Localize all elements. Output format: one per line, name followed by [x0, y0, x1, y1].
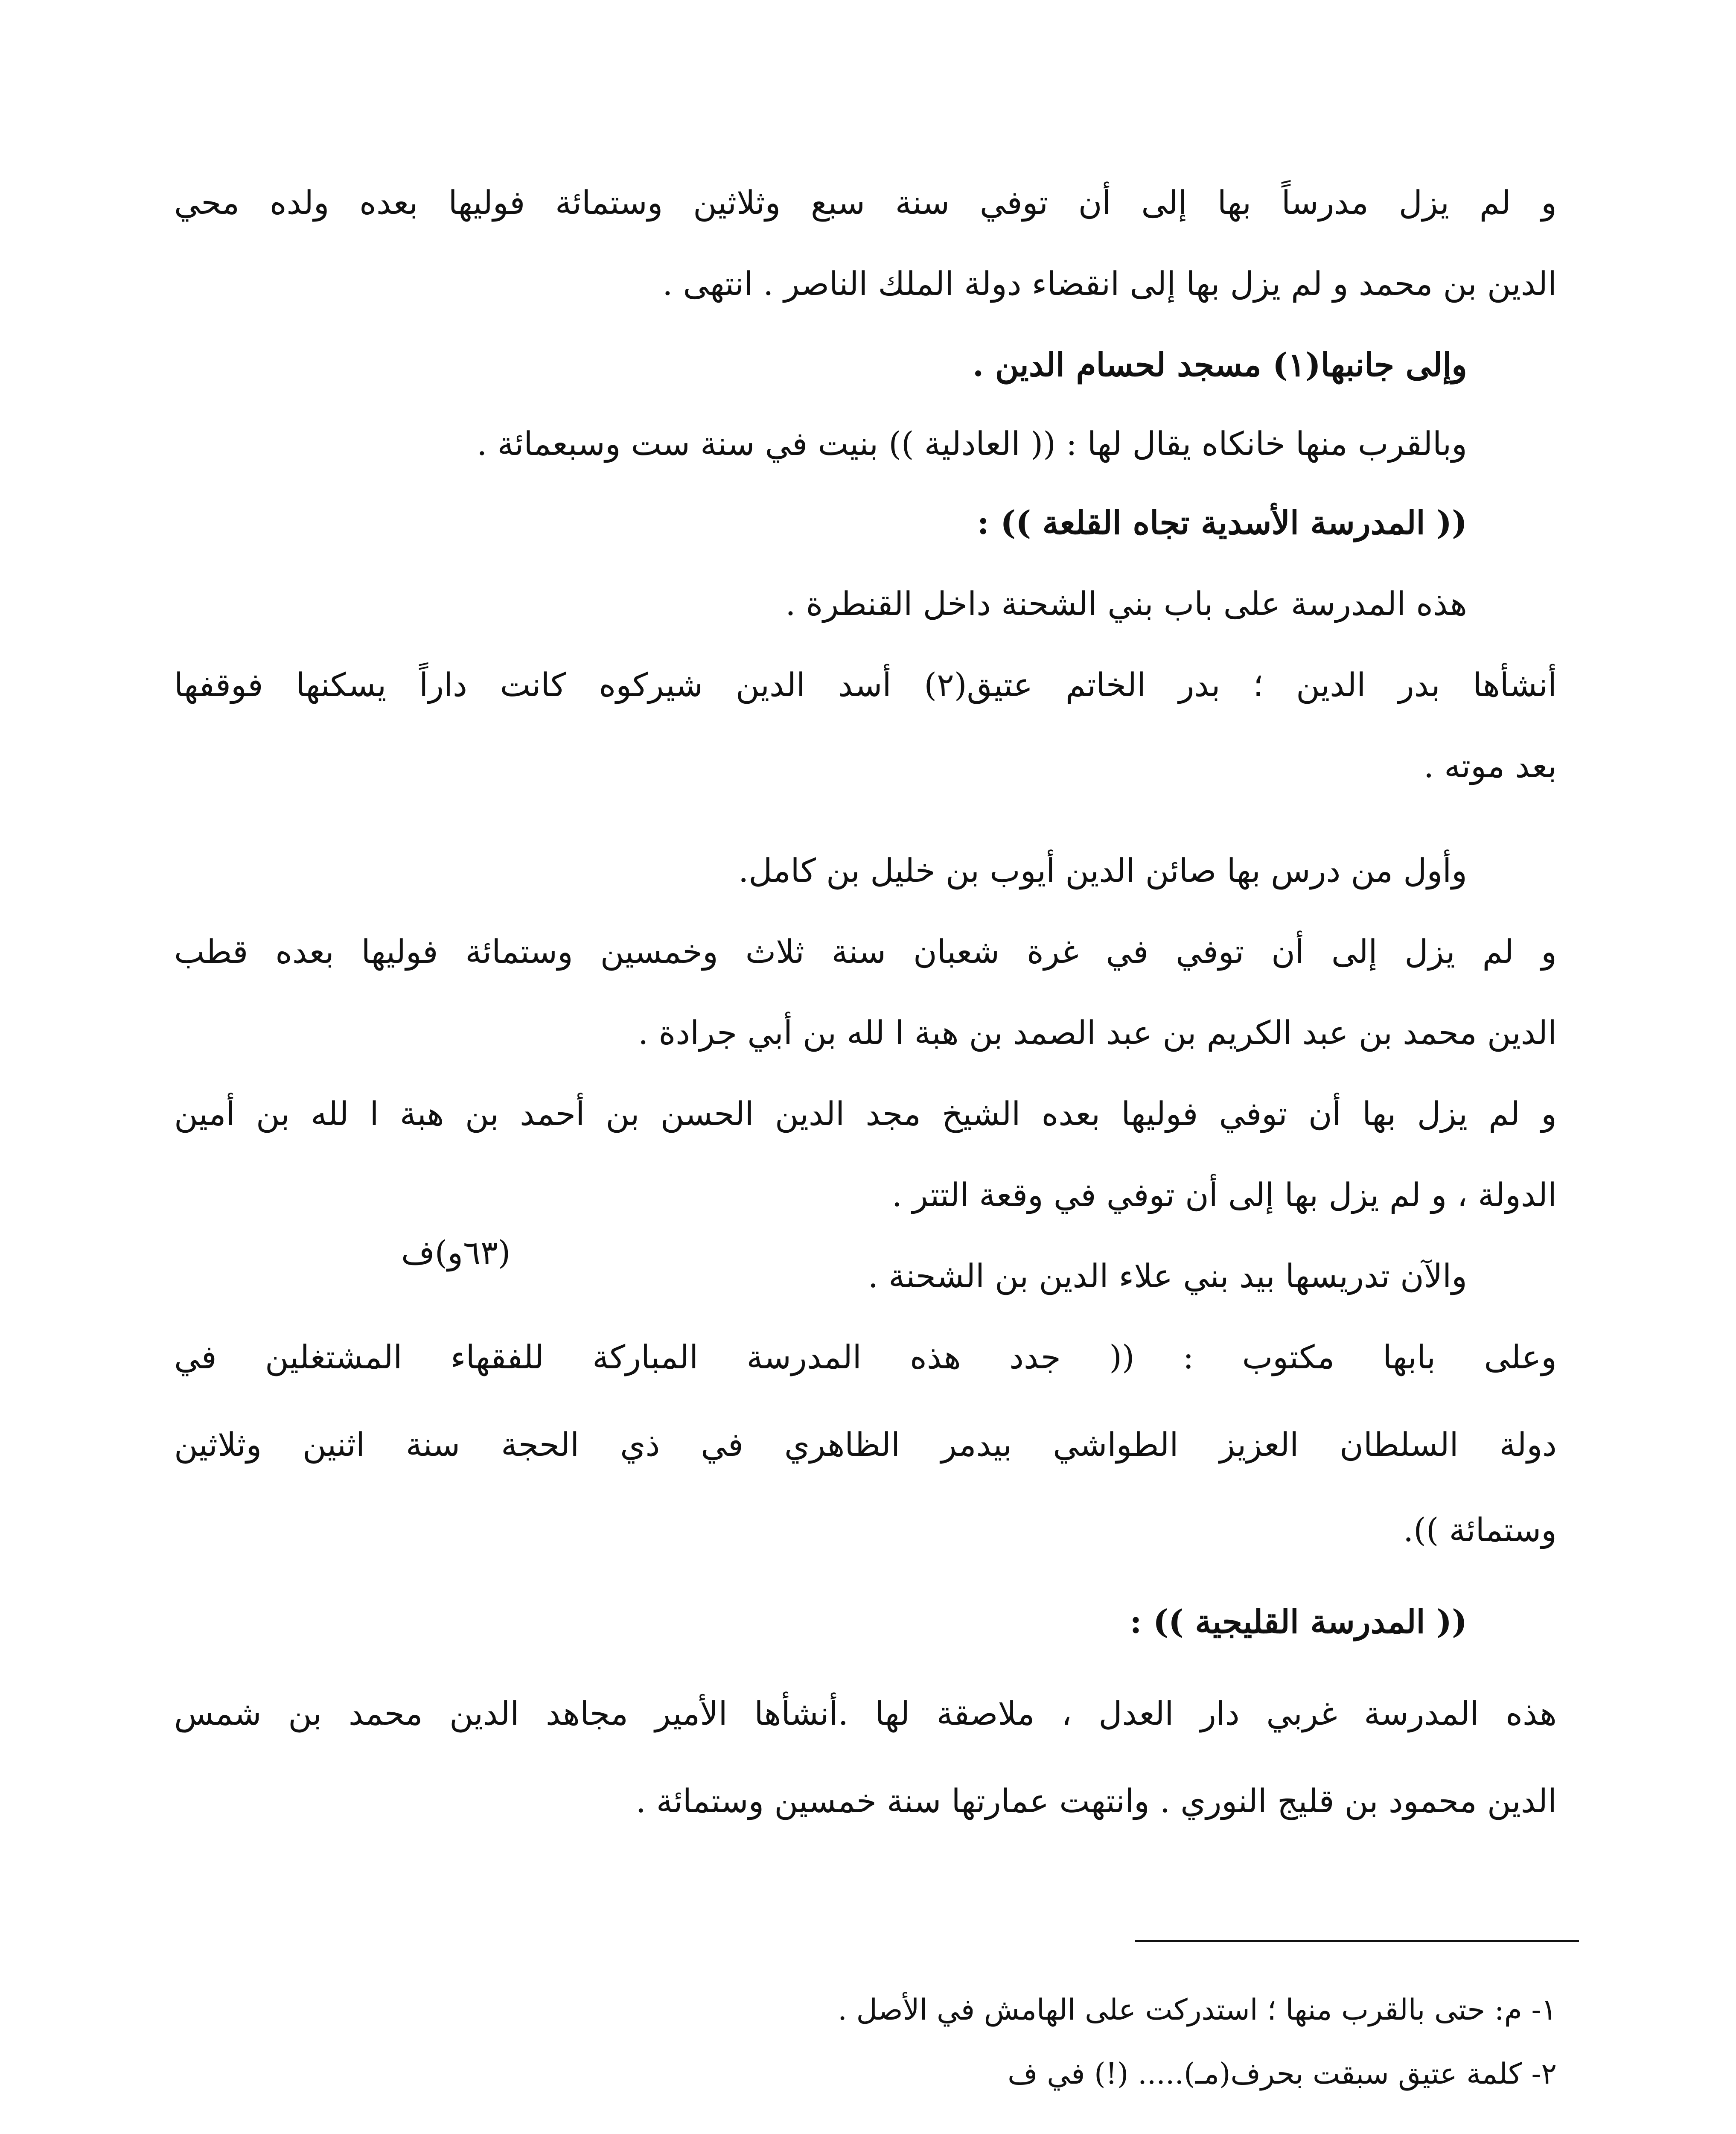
- marginal-folio-note: (٦٣و)ف: [401, 1233, 511, 1271]
- footnote-2: ٢- كلمة عتيق سبقت بحرف(مـ)..... (!) في ف: [1008, 2057, 1557, 2091]
- text-line-8: بعد موته .: [1423, 747, 1557, 785]
- text-line-19: هذه المدرسة غربي دار العدل ، ملاصقة لها .أنشأها الأمير مجاهد الدين محمد بن شمس: [174, 1694, 1557, 1732]
- text-line-1: و لم يزل مدرساً بها إلى أن توفي سنة سبع وثلاثين وستمائة فوليها بعده ولده محي: [174, 184, 1557, 222]
- section-heading-asadiya: (( المدرسة الأسدية تجاه القلعة )) :: [977, 504, 1467, 542]
- text-line-4: وبالقرب منها خانكاه يقال لها : (( العادلية )) بنيت في سنة ست وسبعمائة .: [477, 425, 1467, 463]
- text-line-3: وإلى جانبها(١) مسجد لحسام الدين .: [972, 346, 1467, 384]
- section-heading-qalijiya: (( المدرسة القليجية )) :: [1130, 1603, 1467, 1641]
- text-line-11: الدين محمد بن عبد الكريم بن عبد الصمد بن هبة ا لله بن أبي جرادة .: [638, 1014, 1557, 1052]
- text-line-7: أنشأها بدر الدين ؛ بدر الخاتم عتيق(٢) أسد الدين شيركوه كانت داراً يسكنها فوقفها: [174, 666, 1557, 704]
- text-line-2: الدين بن محمد و لم يزل بها إلى انقضاء دولة الملك الناصر . انتهى .: [662, 265, 1557, 303]
- text-line-10: و لم يزل إلى أن توفي في غرة شعبان سنة ثلاث وخمسين وستمائة فوليها بعده قطب: [174, 933, 1557, 971]
- text-line-16: دولة السلطان العزيز الطواشي بيدمر الظاهري في ذي الحجة سنة اثنين وثلاثين: [174, 1426, 1557, 1463]
- text-line-15: وعلى بابها مكتوب : (( جدد هذه المدرسة المباركة للفقهاء المشتغلين في: [174, 1338, 1557, 1376]
- text-line-12: و لم يزل بها أن توفي فوليها بعده الشيخ مجد الدين الحسن بن أحمد بن هبة ا لله بن أمين: [174, 1095, 1557, 1133]
- text-line-20: الدين محمود بن قليج النوري . وانتهت عمارتها سنة خمسين وستمائة .: [635, 1782, 1557, 1820]
- text-line-9: وأول من درس بها صائن الدين أيوب بن خليل بن كامل.: [738, 851, 1467, 889]
- footnote-1: ١- م: حتى بالقرب منها ؛ استدركت على الهامش في الأصل .: [838, 1993, 1557, 2027]
- text-line-6: هذه المدرسة على باب بني الشحنة داخل القنطرة .: [785, 585, 1467, 623]
- footnote-separator: [1135, 1940, 1579, 1942]
- text-line-17: وستمائة )).: [1403, 1511, 1557, 1549]
- text-line-13: الدولة ، و لم يزل بها إلى أن توفي في وقعة التتر .: [891, 1176, 1557, 1214]
- text-line-14: والآن تدريسها بيد بني علاء الدين بن الشحنة .: [868, 1257, 1467, 1295]
